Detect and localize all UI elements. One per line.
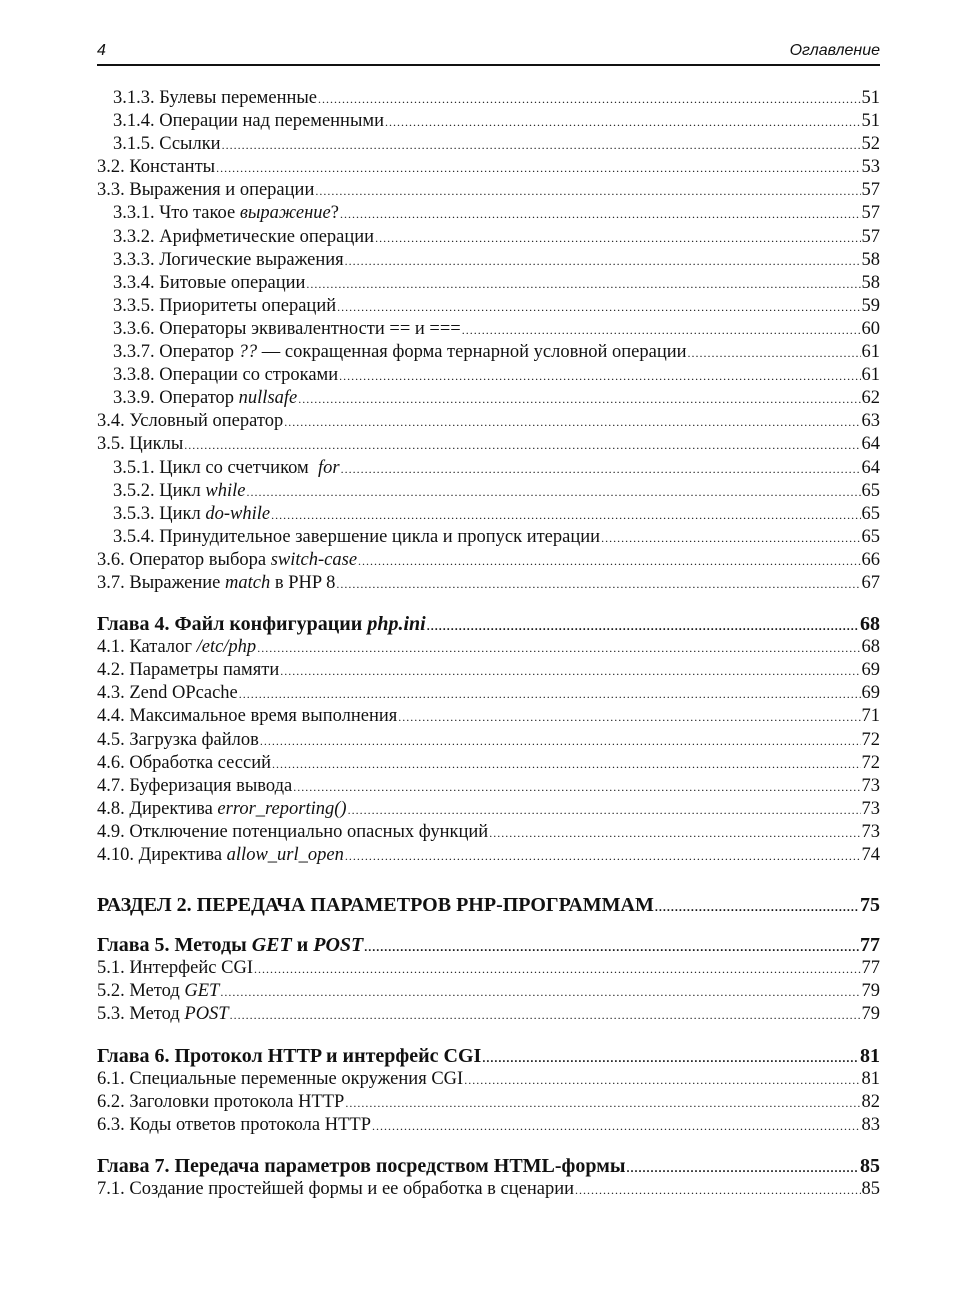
dot-leader	[293, 776, 860, 799]
entry-title-text: 3.1.3. Булевы переменные	[113, 88, 318, 108]
dot-leader	[280, 660, 860, 683]
entry-title-text: 4.8. Директива	[97, 798, 218, 819]
entry-title-text: 3.3.6. Операторы эквивалентности == и ===	[113, 318, 461, 339]
entry-title	[113, 249, 344, 272]
entry-title-text: и	[291, 934, 314, 957]
entry-title-italic: выражение	[239, 203, 331, 224]
entry-title	[97, 1003, 229, 1026]
entry-title	[97, 1178, 574, 1201]
entry-title	[97, 156, 215, 179]
entry-title-text: Глава 5. Методы	[97, 934, 252, 957]
entry-title	[97, 549, 357, 572]
entry-title	[97, 980, 219, 1003]
toc-entry[interactable]	[97, 526, 880, 549]
toc-entry[interactable]	[97, 226, 880, 249]
dot-leader	[464, 1069, 860, 1092]
entry-title-text: 3.3. Выражения и операции	[97, 180, 315, 201]
toc-entry[interactable]	[97, 156, 880, 179]
entry-page-number: 85	[860, 1154, 880, 1177]
entry-title-text: 3.5.3. Цикл	[113, 503, 206, 524]
toc-entry[interactable]	[97, 980, 880, 1003]
entry-title-text: 4.4. Максимальное время выполнения	[97, 706, 398, 727]
entry-title-text: 3.3.8. Операции со строками	[113, 365, 339, 386]
entry-title-text: 4.3. Zend OPcache	[97, 683, 238, 704]
entry-title-text: 6.2. Заголовки протокола HTTP	[97, 1091, 345, 1112]
page-header	[97, 40, 880, 66]
entry-page-number: 69	[861, 683, 880, 704]
entry-page-number: 73	[861, 798, 880, 819]
entry-title	[97, 844, 344, 867]
entry-page-number: 63	[861, 411, 880, 432]
dot-leader	[315, 180, 860, 203]
dot-leader	[257, 637, 860, 660]
entry-title-text: 3.5.1. Цикл со счетчиком	[113, 457, 318, 478]
dot-leader	[306, 273, 860, 296]
entry-title	[97, 957, 253, 980]
entry-title-text: Глава 6. Протокол HTTP и интерфейс CGI	[97, 1044, 482, 1067]
toc-part-entry[interactable]	[97, 894, 880, 917]
toc-entry[interactable]	[97, 572, 880, 595]
toc-chapter-entry[interactable]	[97, 1045, 880, 1068]
entry-page-number: 67	[861, 572, 880, 593]
entry-title	[97, 705, 397, 728]
entry-title-italic: match	[225, 572, 271, 593]
entry-title-text: 3.3.5. Приоритеты операций	[113, 295, 337, 316]
toc-entry[interactable]	[97, 318, 880, 341]
entry-page-number: 65	[861, 503, 880, 524]
dot-leader	[341, 458, 861, 481]
toc-entry[interactable]	[97, 775, 880, 798]
entry-title-italic: /etc/php	[196, 637, 257, 658]
entry-title-text: 4.7. Буферизация вывода	[97, 775, 293, 796]
dot-leader	[260, 730, 861, 753]
toc-entry[interactable]	[97, 364, 880, 387]
entry-page-number: 75	[860, 894, 880, 917]
entry-page-number: 79	[861, 981, 880, 1002]
entry-title	[97, 821, 488, 844]
dot-leader	[688, 342, 861, 365]
dot-leader	[184, 434, 860, 457]
entry-title-italic: POST	[313, 934, 364, 957]
entry-title	[97, 1155, 625, 1178]
entry-title	[113, 87, 317, 110]
entry-title	[97, 636, 256, 659]
toc-entry[interactable]	[97, 844, 880, 867]
dot-leader	[337, 296, 860, 319]
entry-page-number: 81	[861, 1068, 880, 1089]
toc-entry[interactable]	[97, 1068, 880, 1091]
entry-title-text: 3.1.4. Операции над переменными	[113, 111, 384, 132]
dot-leader	[220, 981, 860, 1004]
dot-leader	[482, 1047, 859, 1070]
entry-title-text: 5.3. Метод	[97, 1004, 185, 1025]
dot-leader	[427, 615, 859, 638]
entry-title-text: 3.3.1. Что такое	[113, 203, 240, 224]
dot-leader	[340, 203, 861, 226]
toc-entry[interactable]	[97, 433, 880, 456]
entry-title-italic: while	[205, 480, 246, 501]
entry-title-text: 3.3.9. Оператор	[113, 388, 239, 409]
entry-title	[97, 682, 238, 705]
entry-page-number: 59	[861, 295, 880, 316]
entry-page-number: 58	[861, 272, 880, 293]
dot-leader	[345, 1092, 860, 1115]
dot-leader	[339, 365, 860, 388]
dot-leader	[462, 319, 861, 342]
entry-page-number: 57	[861, 226, 880, 247]
entry-page-number: 62	[861, 388, 880, 409]
toc-entry[interactable]	[97, 179, 880, 202]
entry-title	[97, 1091, 344, 1114]
entry-page-number: 69	[861, 660, 880, 681]
toc-entry[interactable]	[97, 1003, 880, 1026]
entry-title-text: Глава 7. Передача параметров посредством HTML-формы	[97, 1154, 626, 1177]
entry-title	[97, 613, 426, 636]
entry-title-text: 3.5.2. Цикл	[113, 480, 206, 501]
dot-leader	[336, 573, 860, 596]
entry-title	[113, 364, 338, 387]
dot-leader	[348, 799, 861, 822]
entry-title	[113, 387, 297, 410]
entry-title-italic: POST	[184, 1004, 229, 1025]
entry-page-number: 73	[861, 821, 880, 842]
entry-title-text: 3.7. Выражение	[97, 572, 225, 593]
dot-leader	[246, 481, 860, 504]
entry-title	[113, 480, 245, 503]
toc-chapter-entry[interactable]	[97, 934, 880, 957]
entry-title	[113, 503, 270, 526]
entry-title-text: 3.5. Циклы	[97, 434, 184, 455]
dot-leader	[239, 683, 861, 706]
toc-entry[interactable]	[97, 503, 880, 526]
entry-page-number: 65	[861, 526, 880, 547]
toc-entry[interactable]	[97, 480, 880, 503]
entry-title-text: 5.1. Интерфейс CGI	[97, 958, 253, 979]
toc-entry[interactable]	[97, 202, 880, 225]
dot-leader	[372, 1115, 861, 1138]
entry-title	[113, 318, 461, 341]
entry-page-number: 81	[860, 1044, 880, 1067]
entry-title	[97, 775, 292, 798]
dot-leader	[385, 111, 861, 134]
entry-page-number: 82	[861, 1091, 880, 1112]
entry-title	[97, 433, 183, 456]
entry-page-number: 58	[861, 249, 880, 270]
toc-entry[interactable]	[97, 341, 880, 364]
entry-title-text: 4.1. Каталог	[97, 637, 197, 658]
entry-title-text: 4.9. Отключение потенциально опасных функций	[97, 821, 489, 842]
entry-title-text: 6.3. Коды ответов протокола HTTP	[97, 1114, 371, 1135]
entry-title-text: 7.1. Создание простейшей формы и ее обработка в сценарии	[97, 1179, 575, 1200]
entry-title-text: — сокращенная форма тернарной условной операции	[257, 342, 687, 363]
entry-title	[113, 202, 339, 225]
entry-page-number: 66	[861, 549, 880, 570]
table-of-contents	[97, 87, 880, 1201]
entry-title	[113, 272, 305, 295]
entry-page-number: 64	[861, 434, 880, 455]
entry-title-italic: for	[318, 457, 340, 478]
dot-leader	[345, 845, 861, 868]
dot-leader	[272, 753, 861, 776]
dot-leader	[655, 896, 859, 919]
toc-entry[interactable]	[97, 682, 880, 705]
entry-page-number: 60	[861, 318, 880, 339]
entry-title	[97, 179, 314, 202]
entry-title-italic: do-while	[205, 503, 271, 524]
entry-title	[97, 572, 335, 595]
toc-entry[interactable]	[97, 295, 880, 318]
entry-title	[113, 295, 336, 318]
toc-entry[interactable]	[97, 729, 880, 752]
dot-leader	[601, 527, 860, 550]
toc-entry[interactable]	[97, 249, 880, 272]
entry-title	[113, 133, 221, 156]
entry-title-text: 3.3.4. Битовые операции	[113, 272, 306, 293]
toc-entry[interactable]	[97, 410, 880, 433]
entry-title-italic: error_reporting()	[217, 798, 347, 819]
entry-page-number: 68	[861, 637, 880, 658]
entry-title-text: 5.2. Метод	[97, 981, 185, 1002]
entry-title-text: 4.10. Директива	[97, 845, 227, 865]
dot-leader	[489, 822, 860, 845]
entry-title-text: ?	[330, 203, 339, 224]
entry-title	[97, 1114, 371, 1137]
entry-title-italic: allow_url_open	[226, 845, 344, 865]
dot-leader	[271, 504, 860, 527]
entry-page-number: 73	[861, 775, 880, 796]
dot-leader	[318, 88, 860, 111]
entry-page-number: 57	[861, 203, 880, 224]
toc-entry[interactable]	[97, 272, 880, 295]
page-number: 4	[97, 42, 106, 59]
entry-page-number: 72	[861, 752, 880, 773]
entry-title-text: 3.2. Константы	[97, 157, 216, 178]
dot-leader	[575, 1179, 860, 1202]
entry-title	[97, 798, 347, 821]
toc-entry[interactable]	[97, 798, 880, 821]
dot-leader	[254, 958, 861, 981]
entry-title	[113, 341, 687, 364]
entry-page-number: 65	[861, 480, 880, 501]
entry-page-number: 77	[861, 958, 880, 979]
entry-title-text: 6.1. Специальные переменные окружения CGI	[97, 1068, 464, 1089]
entry-title	[97, 659, 279, 682]
entry-title-text: в PHP 8	[270, 572, 336, 593]
entry-page-number: 61	[861, 342, 880, 363]
entry-title-text: 3.1.5. Ссылки	[113, 134, 221, 155]
entry-title-italic: GET	[251, 934, 292, 957]
entry-title	[97, 1068, 463, 1091]
entry-page-number: 85	[861, 1179, 880, 1200]
entry-title	[113, 110, 384, 133]
entry-title-text: 4.5. Загрузка файлов	[97, 729, 259, 750]
entry-title	[97, 729, 259, 752]
entry-page-number: 74	[861, 845, 880, 865]
entry-title	[113, 457, 340, 480]
toc-entry[interactable]	[97, 821, 880, 844]
toc-entry[interactable]	[97, 705, 880, 728]
dot-leader	[222, 134, 861, 157]
running-title: Оглавление	[789, 42, 880, 59]
entry-title	[113, 226, 374, 249]
toc-entry[interactable]	[97, 387, 880, 410]
dot-leader	[626, 1157, 859, 1180]
entry-page-number: 64	[861, 457, 880, 478]
dot-leader	[364, 936, 859, 959]
entry-title-text: 3.6. Оператор выбора	[97, 549, 271, 570]
toc-entry[interactable]	[97, 1178, 880, 1201]
dot-leader	[230, 1004, 861, 1027]
toc-entry[interactable]	[97, 457, 880, 480]
entry-title	[97, 752, 271, 775]
entry-title-text: 3.4. Условный оператор	[97, 411, 284, 432]
entry-title-italic: php.ini	[367, 613, 426, 636]
entry-page-number: 61	[861, 365, 880, 386]
entry-title-text: 4.6. Обработка сессий	[97, 752, 271, 773]
entry-page-number: 77	[860, 934, 880, 957]
entry-title-text: Глава 4. Файл конфигурации	[97, 613, 368, 636]
toc-entry[interactable]	[97, 110, 880, 133]
entry-page-number: 71	[861, 706, 880, 727]
toc-entry[interactable]	[97, 957, 880, 980]
entry-title	[97, 410, 283, 433]
entry-title-text: 3.3.2. Арифметические операции	[113, 226, 375, 247]
entry-page-number: 52	[861, 134, 880, 155]
dot-leader	[358, 550, 860, 573]
dot-leader	[298, 388, 860, 411]
entry-title-italic: nullsafe	[238, 388, 298, 409]
entry-title-text: 4.2. Параметры памяти	[97, 660, 280, 681]
entry-title	[97, 934, 363, 957]
entry-title	[97, 894, 654, 917]
toc-entry[interactable]	[97, 636, 880, 659]
entry-page-number: 51	[861, 88, 880, 108]
entry-title-text: 3.5.4. Принудительное завершение цикла и пропуск итерации	[113, 526, 601, 547]
entry-title-italic: GET	[184, 981, 220, 1002]
dot-leader	[345, 250, 861, 273]
entry-page-number: 57	[861, 180, 880, 201]
dot-leader	[375, 227, 860, 250]
entry-title	[97, 1045, 481, 1068]
entry-page-number: 72	[861, 729, 880, 750]
toc-entry[interactable]	[97, 549, 880, 572]
toc-entry[interactable]	[97, 752, 880, 775]
toc-entry[interactable]	[97, 1114, 880, 1137]
entry-title-text: 3.3.7. Оператор	[113, 342, 239, 363]
toc-entry[interactable]	[97, 133, 880, 156]
toc-entry[interactable]	[97, 659, 880, 682]
toc-chapter-entry[interactable]	[97, 1155, 880, 1178]
entry-page-number: 53	[861, 157, 880, 178]
entry-title-italic: switch-case	[270, 549, 358, 570]
entry-page-number: 51	[861, 111, 880, 132]
entry-title-italic: ??	[238, 342, 258, 363]
dot-leader	[284, 411, 860, 434]
entry-title-text: РАЗДЕЛ 2. ПЕРЕДАЧА ПАРАМЕТРОВ PHP-ПРОГРАММАМ	[97, 894, 654, 917]
dot-leader	[216, 157, 860, 180]
toc-chapter-entry[interactable]	[97, 613, 880, 636]
entry-page-number: 79	[861, 1004, 880, 1025]
toc-entry[interactable]	[97, 87, 880, 110]
entry-page-number: 68	[860, 613, 880, 636]
toc-entry[interactable]	[97, 1091, 880, 1114]
entry-title-text: 3.3.3. Логические выражения	[113, 249, 344, 270]
entry-page-number: 83	[861, 1114, 880, 1135]
entry-title	[113, 526, 600, 549]
dot-leader	[398, 706, 860, 729]
